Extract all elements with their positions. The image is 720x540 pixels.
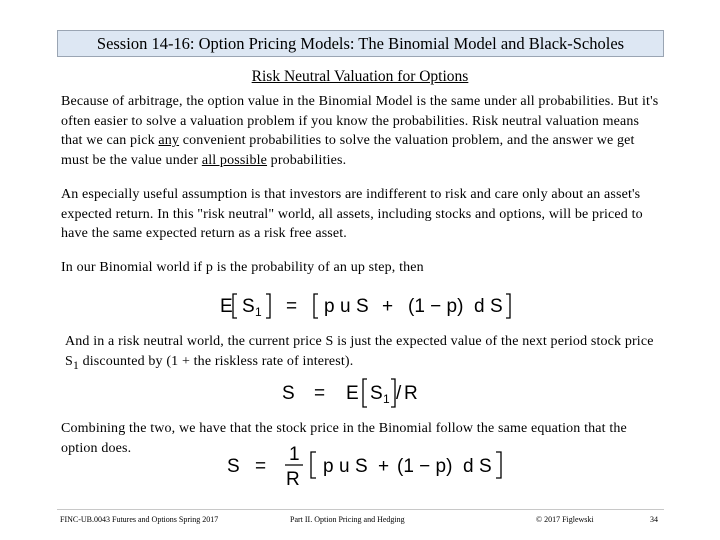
- eq1-u: u: [340, 296, 351, 317]
- equation-present-value: [280, 375, 420, 411]
- eq1-d: d: [474, 296, 485, 317]
- eq3-equals: =: [255, 456, 267, 477]
- eq2-equals: =: [314, 383, 326, 404]
- paragraph-discounting: [65, 332, 665, 375]
- eq3-numerator: 1: [289, 444, 300, 465]
- p1-all-possible: all possible: [201, 152, 268, 168]
- eq1-S2: S: [356, 296, 369, 317]
- footer-course: FINC-UB.0043 Futures and Options Spring 2017: [60, 515, 219, 524]
- footer-page-number: 34: [650, 515, 658, 524]
- eq3-d: d: [463, 456, 474, 477]
- eq2-slash: /: [396, 383, 402, 404]
- eq1-equals: =: [286, 296, 298, 317]
- eq1-S: S: [242, 296, 255, 317]
- eq1-one-minus-p: (1 − p): [408, 296, 464, 317]
- eq3-u: u: [339, 456, 350, 477]
- p4-text-a: And in a risk neutral world, the current price S is just the expected value of the next period stock price S: [65, 334, 654, 369]
- p1-text-a: Because of arbitrage, the option value in the Binomial Model is the same under all probabilities. But it's often easier to solve a valuation problem if you know the probabilities. Risk neutral valuation means that we can pick: [61, 94, 659, 148]
- eq3-bracket-close: [496, 452, 501, 478]
- p1-text-c: probabilities.: [267, 152, 347, 168]
- eq2-R: R: [404, 383, 418, 404]
- eq1-bracket2-open: [314, 294, 318, 318]
- eq2-E: E: [346, 383, 359, 404]
- eq3-S3: S: [479, 456, 492, 477]
- eq2-bracket-close: [391, 379, 395, 407]
- eq3-S: S: [227, 456, 240, 477]
- eq3-plus: +: [378, 456, 390, 477]
- p4-text-b: discounted by (1 + the riskless rate of interest).: [78, 353, 354, 369]
- eq3-one-minus-p: (1 − p): [397, 456, 453, 477]
- paragraph-arbitrage: [61, 92, 661, 170]
- paragraph-binomial: In our Binomial world if p is the probability of an up step, then: [61, 260, 424, 275]
- equation-expected-value: [218, 288, 538, 324]
- eq2-S: S: [282, 383, 295, 404]
- eq1-sub: 1: [255, 305, 262, 319]
- eq2-S1: S: [370, 383, 383, 404]
- footer-copyright: © 2017 Figlewski: [536, 515, 594, 524]
- eq3-denominator: R: [286, 469, 300, 490]
- p1-any: any: [158, 133, 180, 148]
- eq3-bracket-open: [311, 452, 316, 478]
- eq2-bracket-open: [363, 379, 367, 407]
- equation-binomial-price: [225, 442, 510, 492]
- paragraph-risk-neutral: An especially useful assumption is that investors are indifferent to risk and care only about an asset's expected return. In this "risk neutral" world, all assets, including stocks and options, will be priced to have the same expected return as a risk free asset.: [61, 187, 643, 241]
- eq3-p: p: [323, 456, 334, 477]
- eq1-E: E: [220, 296, 233, 317]
- footer-part: Part II. Option Pricing and Hedging: [290, 515, 405, 524]
- footer-divider: [57, 509, 664, 510]
- p1-text-b: convenient probabilities to solve the valuation problem, and the answer we get must be the value under: [61, 133, 635, 168]
- eq1-bracket-open: [233, 294, 237, 318]
- slide-title: Session 14-16: Option Pricing Models: The Binomial Model and Black-Scholes: [57, 30, 664, 57]
- eq3-S2: S: [355, 456, 368, 477]
- eq1-S3: S: [490, 296, 503, 317]
- paragraph-combining: Combining the two, we have that the stock price in the Binomial follow the same equation that the option does.: [61, 421, 627, 456]
- eq1-p: p: [324, 296, 335, 317]
- eq1-plus: +: [382, 296, 394, 317]
- eq1-bracket-close: [266, 294, 270, 318]
- p4-subscript: 1: [72, 358, 79, 372]
- eq1-bracket2-close: [506, 294, 510, 318]
- section-heading: Risk Neutral Valuation for Options: [251, 68, 469, 85]
- eq2-sub: 1: [383, 392, 390, 406]
